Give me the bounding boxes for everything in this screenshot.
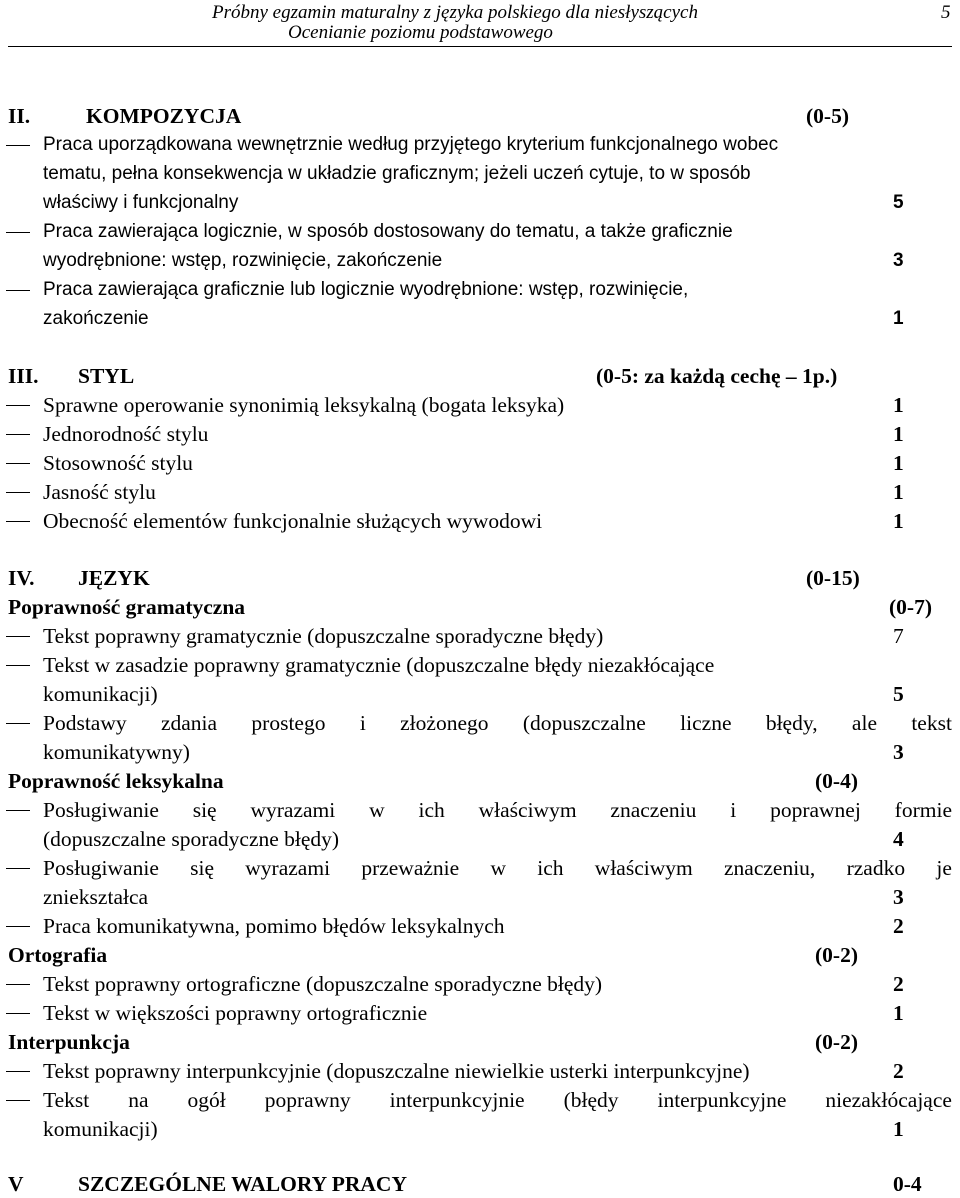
word: wyrazami [250, 798, 336, 822]
word: ich [537, 856, 564, 880]
section-heading [0, 564, 960, 592]
subsection-range: (0-7) [889, 595, 932, 619]
criterion-text [43, 709, 952, 737]
criterion-text: (dopuszczalne sporadyczne błędy) [43, 827, 340, 851]
word: w [369, 798, 385, 822]
subsection-title: Poprawność gramatyczna [8, 595, 246, 619]
criterion-text: właściwy i funkcjonalny [43, 192, 239, 213]
criterion-points: 3 [893, 740, 904, 764]
page-number: 5 [941, 2, 951, 23]
word: i [359, 711, 366, 735]
dash-bullet [6, 636, 30, 637]
subsection-title: Interpunkcja [8, 1030, 130, 1054]
criterion-line [0, 131, 960, 159]
dash-bullet [6, 463, 30, 464]
criterion-line [0, 912, 960, 940]
criterion-points: 1 [893, 308, 904, 329]
word: złożonego [400, 711, 489, 735]
criterion-text: komunikacji) [43, 1117, 158, 1141]
criterion-text: Tekst poprawny gramatycznie (dopuszczalne sporadyczne błędy) [43, 624, 604, 648]
word: błędy, [765, 711, 818, 735]
section-number: IV. [8, 566, 35, 590]
criterion-line [0, 651, 960, 679]
word: znaczeniu, [724, 856, 816, 880]
criterion-line [0, 854, 960, 882]
criterion-text [43, 854, 952, 882]
word: się [192, 798, 217, 822]
dash-bullet [6, 434, 30, 435]
criterion-points: 3 [893, 885, 904, 909]
word: wyrazami [245, 856, 331, 880]
criterion-points: 5 [893, 192, 904, 213]
section-number: II. [8, 104, 31, 128]
dash-bullet [6, 145, 30, 146]
document-title: Próbny egzamin maturalny z języka polskiego dla niesłyszących [212, 2, 698, 23]
section-range: (0-15) [806, 566, 860, 590]
word: w [490, 856, 506, 880]
criterion-points: 1 [893, 422, 904, 446]
subsection-title: Ortografia [8, 943, 108, 967]
word: właściwym [478, 798, 577, 822]
criterion-text: Tekst poprawny ortograficzne (dopuszczalne sporadyczne błędy) [43, 972, 603, 996]
criterion-points: 1 [893, 480, 904, 504]
criterion-points: 2 [893, 972, 904, 996]
word: poprawnej [770, 798, 861, 822]
criterion-points: 1 [893, 1001, 904, 1025]
dash-bullet [6, 232, 30, 233]
criterion-text: Sprawne operowanie synonimią leksykalną (bogata leksyka) [43, 393, 565, 417]
criterion-line [0, 391, 960, 419]
subsection-range: (0-2) [815, 943, 858, 967]
criterion-text [43, 796, 952, 824]
criterion-text: Tekst w większości poprawny ortograficznie [43, 1001, 428, 1025]
criterion-text: komunikatywny) [43, 740, 190, 764]
word: (dopuszczalne [522, 711, 646, 735]
word: liczne [680, 711, 732, 735]
section-title: JĘZYK [78, 566, 150, 590]
criterion-text: Praca zawierająca graficznie lub logicznie wyodrębnione: wstęp, rozwinięcie, [43, 279, 689, 300]
subsection-range: (0-4) [815, 769, 858, 793]
criterion-line [0, 189, 960, 217]
word: ogół [187, 1088, 226, 1112]
subsection-title: Poprawność leksykalna [8, 769, 224, 793]
dash-bullet [6, 868, 30, 869]
criterion-points: 1 [893, 1117, 904, 1141]
section-range: (0-5: za każdą cechę – 1p.) [596, 364, 838, 388]
dash-bullet [6, 665, 30, 666]
dash-bullet [6, 723, 30, 724]
criterion-line [0, 622, 960, 650]
word: prostego [251, 711, 326, 735]
dash-bullet [6, 1013, 30, 1014]
dash-bullet [6, 1071, 30, 1072]
criterion-line [0, 218, 960, 246]
criterion-line [0, 247, 960, 275]
criterion-text [43, 1086, 952, 1114]
subsection-heading [0, 1028, 960, 1056]
word: Posługiwanie [43, 798, 159, 822]
criterion-line [0, 478, 960, 506]
section-range: (0-5) [806, 104, 849, 128]
criterion-text: Praca zawierająca logicznie, w sposób dostosowany do tematu, a także graficznie [43, 221, 733, 242]
section-title: SZCZEGÓLNE WALORY PRACY [78, 1172, 407, 1196]
criterion-line [0, 160, 960, 188]
word: znaczeniu [610, 798, 697, 822]
dash-bullet [6, 521, 30, 522]
word: na [128, 1088, 149, 1112]
criterion-points: 1 [893, 451, 904, 475]
word: poprawny [264, 1088, 351, 1112]
criterion-points: 1 [893, 393, 904, 417]
criterion-text: komunikacji) [43, 682, 158, 706]
criterion-line [0, 276, 960, 304]
word: tekst [911, 711, 952, 735]
criterion-line [0, 796, 960, 824]
criterion-text: zniekształca [43, 885, 149, 909]
criterion-line [0, 305, 960, 333]
word: rzadko [846, 856, 906, 880]
dash-bullet [6, 984, 30, 985]
word: się [190, 856, 215, 880]
word: ale [851, 711, 877, 735]
section-title: KOMPOZYCJA [86, 104, 242, 128]
word: interpunkcyjnie [389, 1088, 525, 1112]
word: je [936, 856, 952, 880]
criterion-line [0, 970, 960, 998]
word: Podstawy [43, 711, 127, 735]
criterion-line [0, 1057, 960, 1085]
dash-bullet [6, 926, 30, 927]
criterion-line [0, 507, 960, 535]
word: przeważnie [361, 856, 460, 880]
criterion-text: zakończenie [43, 308, 149, 329]
word: ich [418, 798, 445, 822]
criterion-text: Obecność elementów funkcjonalnie służących wywodowi [43, 509, 543, 533]
criterion-points: 4 [893, 827, 904, 851]
word: niezakłócające [825, 1088, 952, 1112]
word: (błędy [563, 1088, 619, 1112]
header-rule [8, 46, 952, 47]
dash-bullet [6, 810, 30, 811]
word: formie [894, 798, 952, 822]
dash-bullet [6, 492, 30, 493]
criterion-text: Stosowność stylu [43, 451, 193, 475]
criterion-line [0, 1086, 960, 1114]
criterion-line [0, 709, 960, 737]
criterion-text: tematu, pełna konsekwencja w układzie graficznym; jeżeli uczeń cytuje, to w sposób [43, 163, 751, 184]
criterion-text: wyodrębnione: wstęp, rozwinięcie, zakończenie [43, 250, 443, 271]
subsection-heading [0, 941, 960, 969]
section-heading [0, 362, 960, 390]
criterion-line [0, 449, 960, 477]
word: interpunkcyjne [657, 1088, 787, 1112]
criterion-points: 3 [893, 250, 904, 271]
criterion-text: Praca uporządkowana wewnętrznie według przyjętego kryterium funkcjonalnego wobec [43, 134, 779, 155]
dash-bullet [6, 405, 30, 406]
section-title: STYL [78, 364, 135, 388]
word: Posługiwanie [43, 856, 159, 880]
criterion-points: 1 [893, 509, 904, 533]
criterion-text: Jasność stylu [43, 480, 156, 504]
criterion-line [0, 825, 960, 853]
dash-bullet [6, 1100, 30, 1101]
criterion-line [0, 1115, 960, 1143]
criterion-text: Tekst poprawny interpunkcyjnie (dopuszczalne niewielkie usterki interpunkcyjne) [43, 1059, 750, 1083]
criterion-points: 5 [893, 682, 904, 706]
criterion-line [0, 999, 960, 1027]
criterion-text: Tekst w zasadzie poprawny gramatycznie (dopuszczalne błędy niezakłócające [43, 653, 715, 677]
criterion-line [0, 420, 960, 448]
criterion-line [0, 738, 960, 766]
section-number: V [8, 1172, 24, 1196]
section-range: 0-4 [893, 1172, 922, 1196]
word: Tekst [43, 1088, 90, 1112]
subsection-range: (0-2) [815, 1030, 858, 1054]
word: właściwym [594, 856, 693, 880]
section-heading [0, 102, 960, 130]
criterion-points: 2 [893, 914, 904, 938]
criterion-text: Jednorodność stylu [43, 422, 209, 446]
section-number: III. [8, 364, 39, 388]
criterion-line [0, 680, 960, 708]
subsection-heading [0, 767, 960, 795]
criterion-text: Praca komunikatywna, pomimo błędów leksykalnych [43, 914, 505, 938]
section-heading [0, 1170, 960, 1198]
subsection-heading [0, 593, 960, 621]
criterion-points: 7 [893, 624, 904, 648]
word: i [730, 798, 737, 822]
document-subtitle: Ocenianie poziomu podstawowego [288, 22, 553, 43]
dash-bullet [6, 290, 30, 291]
criterion-points: 2 [893, 1059, 904, 1083]
criterion-line [0, 883, 960, 911]
word: zdania [160, 711, 218, 735]
